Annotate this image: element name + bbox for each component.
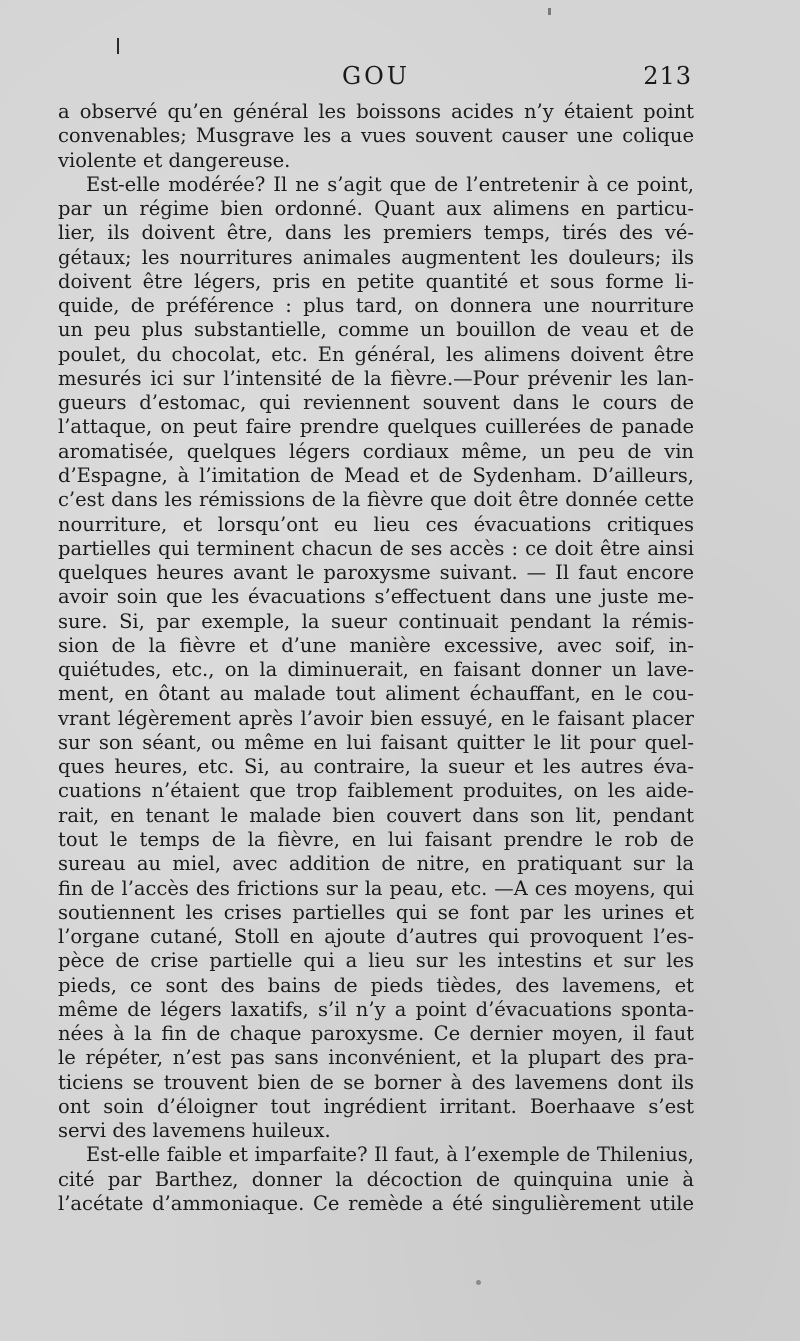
text-line: partielles qui terminent chacun de ses accès : ce doit être ainsi <box>58 536 694 560</box>
text-line: ticiens se trouvent bien de se borner à des lavemens dont ils <box>58 1070 694 1094</box>
text-line: doivent être légers, pris en petite quantité et sous forme li- <box>58 269 694 293</box>
text-line: le répéter, n’est pas sans inconvénient, et la plupart des pra- <box>58 1046 694 1070</box>
text-line: nourriture, et lorsqu’ont eu lieu ces évacuations critiques <box>58 512 694 536</box>
text-line: cuations n’étaient que trop faiblement produites, on les aide- <box>58 779 694 803</box>
page-number: 213 <box>643 62 692 90</box>
page-header <box>60 60 692 96</box>
paper-speck <box>476 1280 481 1285</box>
text-line: l’acétate d’ammoniaque. Ce remède a été singulièrement utile <box>58 1191 694 1215</box>
text-line: soutiennent les crises partielles qui se font par les urines et <box>58 900 694 924</box>
text-line: pèce de crise partielle qui a lieu sur les intestins et sur les <box>58 949 694 973</box>
text-line: convenables; Musgrave les a vues souvent causer une colique <box>58 124 694 148</box>
text-line: l’organe cutané, Stoll en ajoute d’autres qui provoquent l’es- <box>58 925 694 949</box>
text-line: même de légers laxatifs, s’il n’y a point d’évacuations sponta- <box>58 997 694 1021</box>
text-line: l’attaque, on peut faire prendre quelques cuillerées de panade <box>58 415 694 439</box>
text-line: Est-elle modérée? Il ne s’agit que de l’entretenir à ce point, <box>86 172 694 196</box>
text-line: aromatisée, quelques légers cordiaux même, un peu de vin <box>58 439 694 463</box>
text-line: sion de la fièvre et d’une manière excessive, avec soif, in- <box>58 633 694 657</box>
text-line: Est-elle faible et imparfaite? Il faut, à l’exemple de Thilenius, <box>86 1143 694 1167</box>
text-line: rait, en tenant le malade bien couvert dans son lit, pendant <box>58 803 694 827</box>
text-line: sure. Si, par exemple, la sueur continuait pendant la rémis- <box>58 609 694 633</box>
body-text <box>58 100 694 1216</box>
text-line: sur son séant, ou même en lui faisant quitter le lit pour quel- <box>58 730 694 754</box>
text-line: avoir soin que les évacuations s’effectuent dans une juste me- <box>58 585 694 609</box>
text-line: vrant légèrement après l’avoir bien essuyé, en le faisant placer <box>58 706 694 730</box>
text-line: ont soin d’éloigner tout ingrédient irritant. Boerhaave s’est <box>58 1094 694 1118</box>
text-line: ment, en ôtant au malade tout aliment échauffant, en le cou- <box>58 682 694 706</box>
text-line: tout le temps de la fièvre, en lui faisant prendre le rob de <box>58 827 694 851</box>
text-line: violente et dangereuse. <box>58 148 291 172</box>
text-line: pieds, ce sont des bains de pieds tièdes, des lavemens, et <box>58 973 694 997</box>
running-head: GOU <box>341 62 411 90</box>
text-line: servi des lavemens huileux. <box>58 1119 331 1143</box>
text-line: nées à la fin de chaque paroxysme. Ce dernier moyen, il faut <box>58 1022 694 1046</box>
text-line: a observé qu’en général les boissons acides n’y étaient point <box>58 100 694 123</box>
text-line: c’est dans les rémissions de la fièvre que doit être donnée cette <box>58 488 694 512</box>
margin-mark <box>117 38 119 54</box>
text-line: quelques heures avant le paroxysme suivant. — Il faut encore <box>58 561 694 585</box>
text-line: lier, ils doivent être, dans les premiers temps, tirés des vé- <box>58 221 694 245</box>
text-line: d’Espagne, à l’imitation de Mead et de Sydenham. D’ailleurs, <box>58 463 694 487</box>
text-line: sureau au miel, avec addition de nitre, en pratiquant sur la <box>58 852 694 876</box>
text-line: quiétudes, etc., on la diminuerait, en faisant donner un lave- <box>58 658 694 682</box>
text-line: cité par Barthez, donner la décoction de quinquina unie à <box>58 1167 694 1191</box>
text-line: gétaux; les nourritures animales augmentent les douleurs; ils <box>58 245 694 269</box>
text-line: fin de l’accès des frictions sur la peau, etc. —A ces moyens, qui <box>58 876 694 900</box>
text-line: mesurés ici sur l’intensité de la fièvre.—Pour prévenir les lan- <box>58 366 694 390</box>
text-line: par un régime bien ordonné. Quant aux alimens en particu- <box>58 197 694 221</box>
text-line: ques heures, etc. Si, au contraire, la sueur et les autres éva- <box>58 755 694 779</box>
text-line: un peu plus substantielle, comme un bouillon de veau et de <box>58 318 694 342</box>
text-line: gueurs d’estomac, qui reviennent souvent dans le cours de <box>58 391 694 415</box>
text-line: poulet, du chocolat, etc. En général, les alimens doivent être <box>58 342 694 366</box>
text-line: quide, de préférence : plus tard, on donnera une nourriture <box>58 294 694 318</box>
paper-speck <box>548 8 551 15</box>
